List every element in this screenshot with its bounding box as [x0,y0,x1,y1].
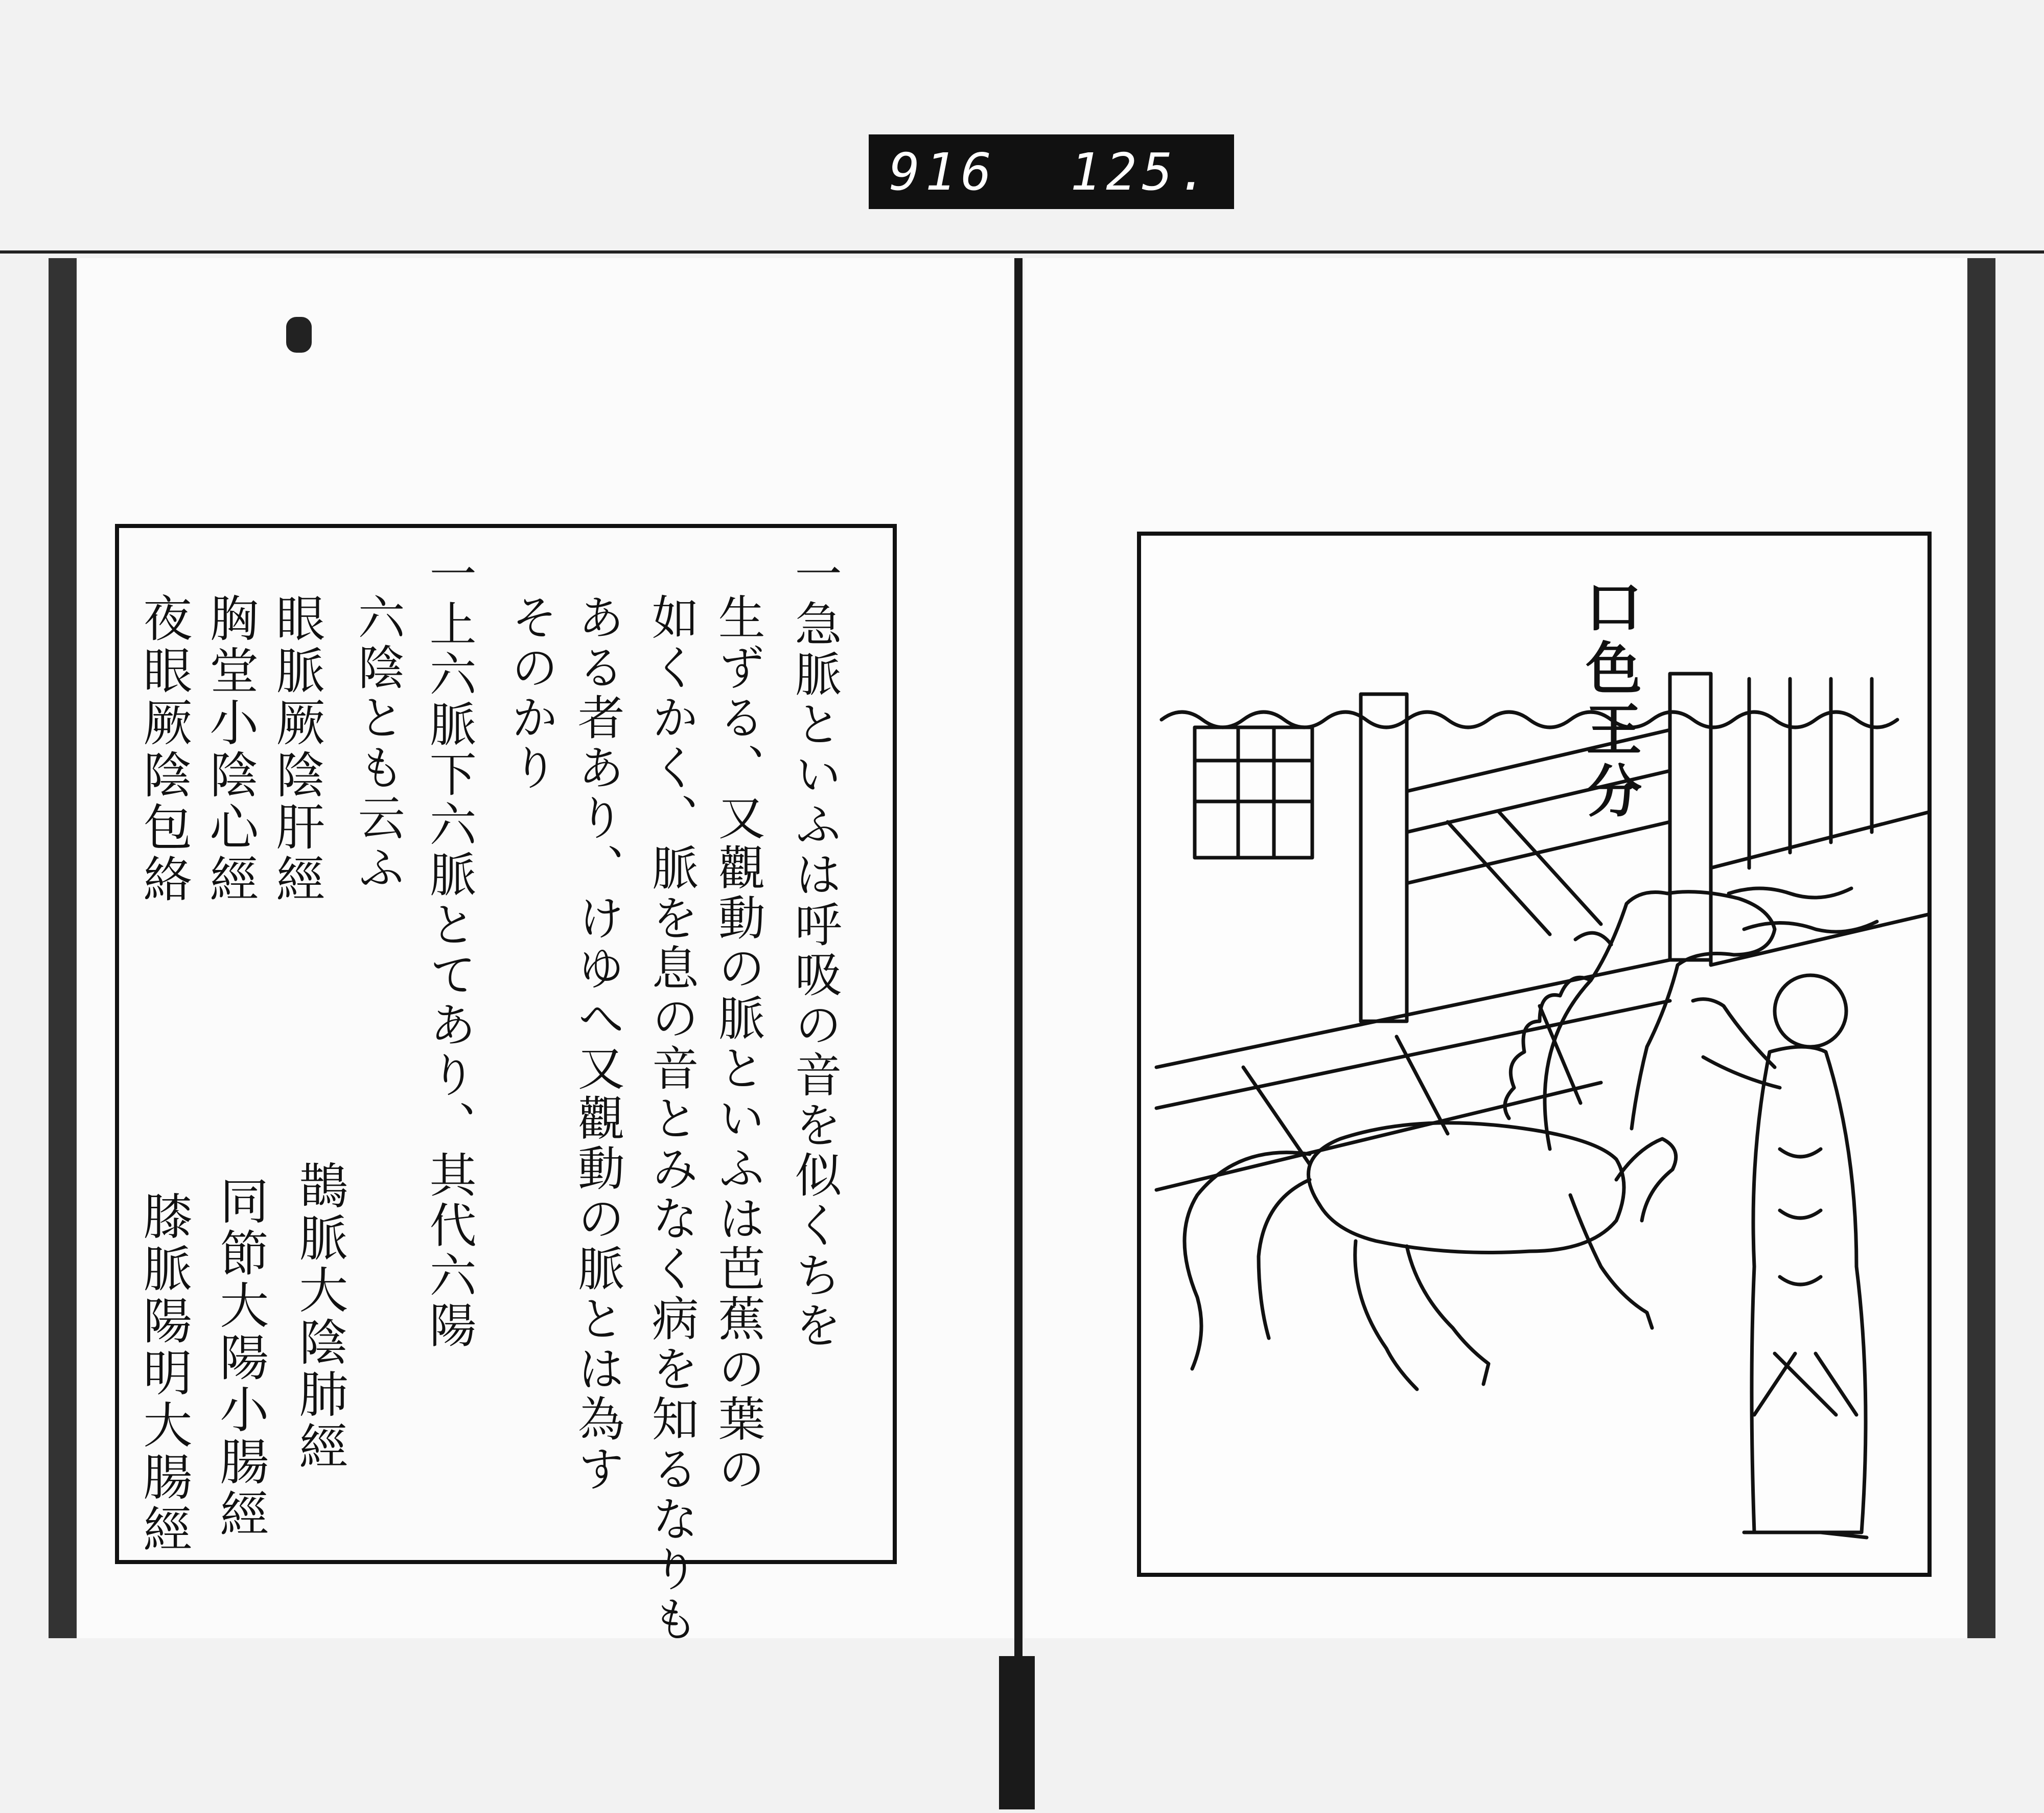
text-column-13: 膝脈陽明大腸經 [135,1191,193,1556]
illustration-svg [1141,536,1932,1577]
gutter-tab [999,1656,1035,1809]
illustration-frame [1137,532,1932,1577]
ink-mark [286,317,312,353]
text-column-5: そのかり [503,593,559,793]
catalog-number-right: 125. [1070,142,1214,202]
text-column-4: ある者あり、けゆへ又觀動の脈とは為す [570,593,625,1495]
horse-leg-front [1570,1139,1676,1328]
text-column-9: 胸堂小陰心經 [201,593,259,906]
text-column-1: 一急脈といふは呼吸の音を似くちを [787,549,842,1351]
text-column-2: 生ずる、又觀動の脈といふは芭蕉の葉の [710,593,765,1495]
horse-tail [1184,1153,1310,1369]
text-column-6: 一上六脈下六脈とてあり、其代六陽 [422,549,477,1351]
window [1195,727,1312,858]
text-column-3: 如くかく、脈を息の音とみなく病を知るなりも [644,593,699,1645]
groom-body [1752,1047,1866,1532]
catalog-number-left: 916 [889,142,997,202]
illustration-title: 口色王分 [1576,578,1642,823]
text-column-7: 六陰とも云ふ [350,593,405,893]
text-column-12: 同節大陽小腸經 [212,1176,269,1541]
pillar-left [1361,694,1407,1021]
catalog-label [869,134,1234,209]
text-column-11: 鵲脈大陰肺經 [291,1160,349,1473]
groom-head [1775,975,1846,1047]
scan-top-rule [0,250,2044,254]
horse-leg-back [1355,1241,1489,1389]
curtain-edge [1162,712,1897,727]
text-column-8: 眼脈厥陰肝經 [268,593,326,906]
text-column-10: 夜眼厥陰包絡 [135,593,193,906]
book-gutter [1014,258,1023,1674]
veranda-floor [1156,960,1670,1190]
